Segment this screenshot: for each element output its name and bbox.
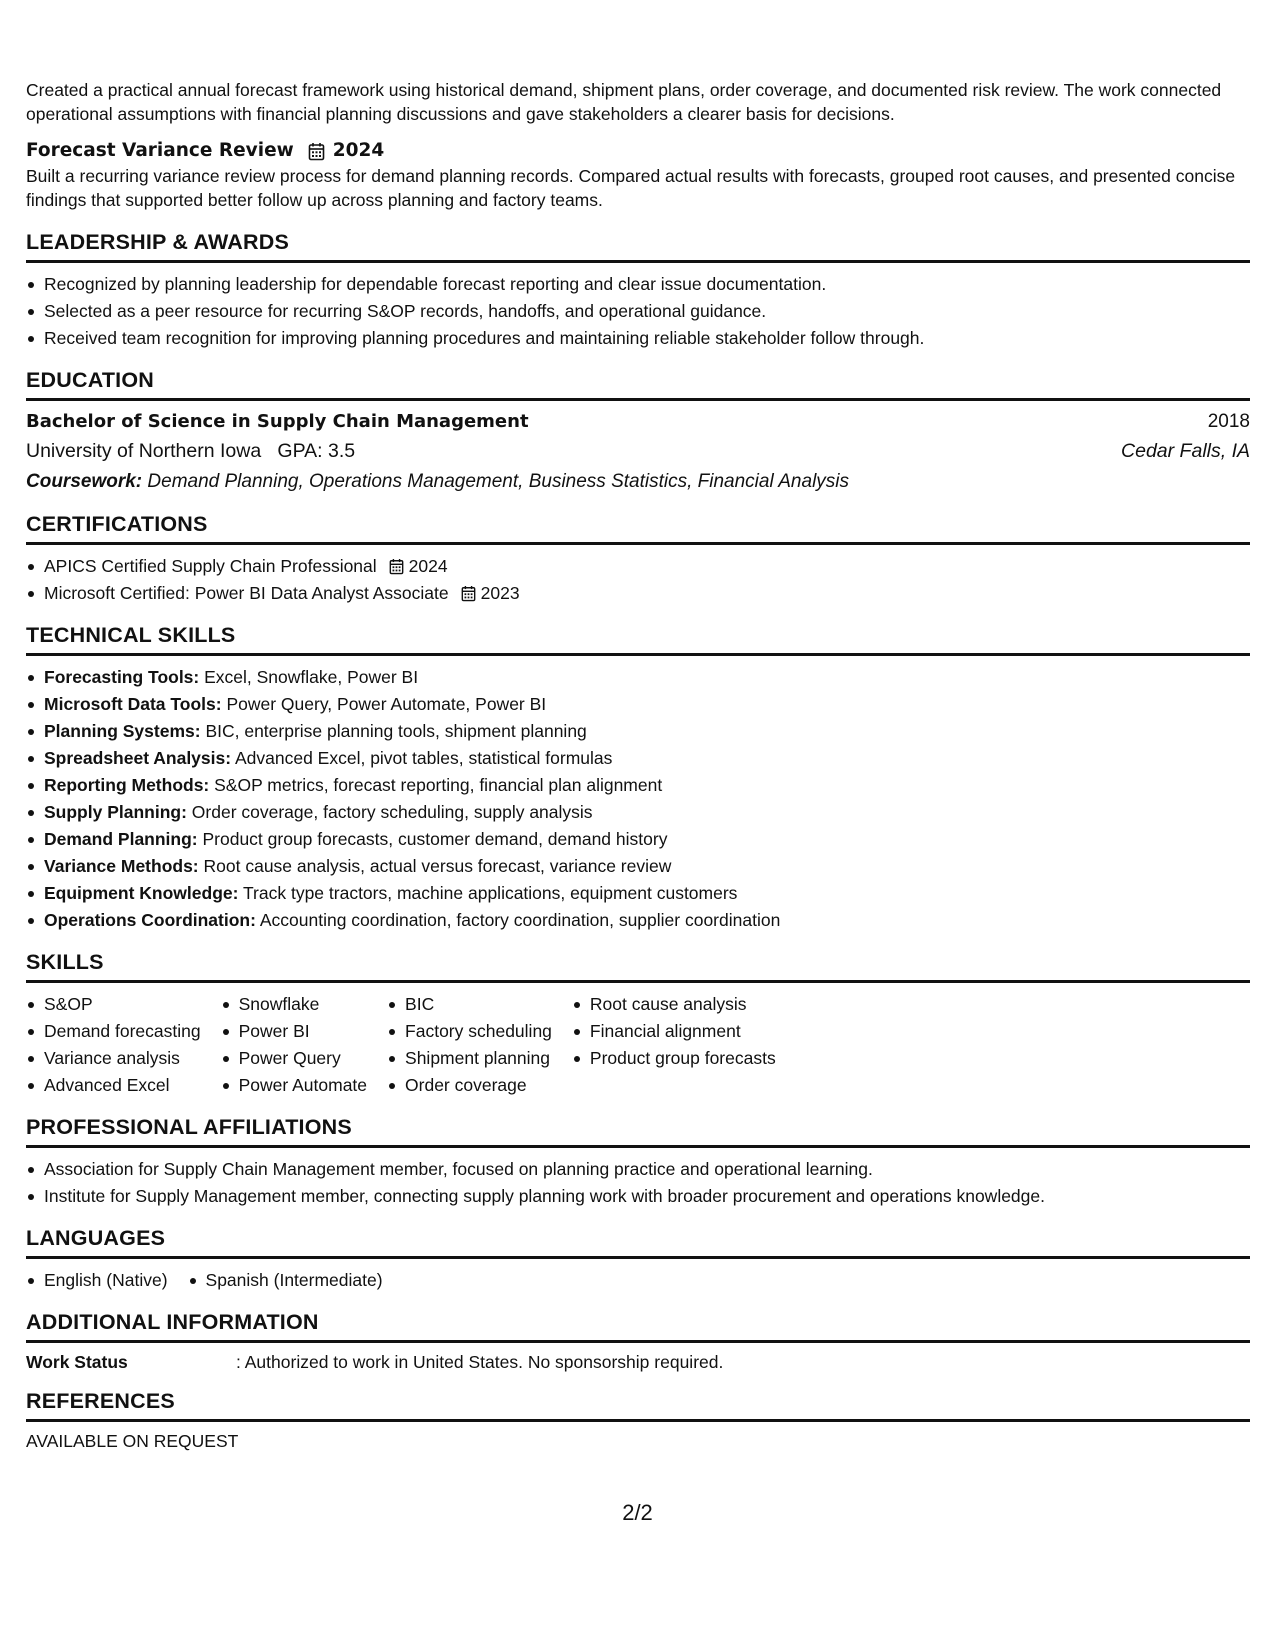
certification-name: Microsoft Certified: Power BI Data Analyst Associate xyxy=(44,583,449,603)
skill-category: Forecasting Tools: xyxy=(44,667,200,687)
work-status-label: Work Status xyxy=(26,1352,128,1372)
skills-grid xyxy=(26,991,1250,1099)
affiliations-list xyxy=(26,1156,1250,1210)
leadership-section xyxy=(26,230,1250,352)
skill-category: Supply Planning: xyxy=(44,802,187,822)
languages-section xyxy=(26,1226,1250,1294)
section-heading: CERTIFICATIONS xyxy=(26,512,1250,545)
references-text: AVAILABLE ON REQUEST xyxy=(26,1431,239,1451)
skill-category: Spreadsheet Analysis: xyxy=(44,748,232,768)
technical-skill-item xyxy=(26,691,1250,718)
section-heading: TECHNICAL SKILLS xyxy=(26,623,1250,656)
skill-item: Power Automate xyxy=(221,1072,367,1099)
list-item: English (Native) xyxy=(26,1267,168,1294)
technical-skills-list xyxy=(26,664,1250,934)
degree-title: Bachelor of Science in Supply Chain Management xyxy=(26,411,529,432)
leadership-list xyxy=(26,271,1250,352)
skill-item: Root cause analysis xyxy=(572,991,776,1018)
skill-item: Product group forecasts xyxy=(572,1045,776,1072)
skill-item: Order coverage xyxy=(387,1072,552,1099)
page-number: 2/2 xyxy=(622,1500,653,1525)
resume-page xyxy=(26,78,1250,1454)
technical-skill-item xyxy=(26,745,1250,772)
technical-skills-section xyxy=(26,623,1250,934)
calendar-icon xyxy=(461,585,476,602)
section-heading: PROFESSIONAL AFFILIATIONS xyxy=(26,1115,1250,1148)
skill-item: Advanced Excel xyxy=(26,1072,201,1099)
skills-section xyxy=(26,950,1250,1099)
skill-values: Track type tractors, machine applications, equipment customers xyxy=(238,883,738,903)
skill-item: Factory scheduling xyxy=(387,1018,552,1045)
affiliations-section xyxy=(26,1115,1250,1210)
skill-item: Power Query xyxy=(221,1045,367,1072)
technical-skill-item xyxy=(26,772,1250,799)
list-item: Recognized by planning leadership for dependable forecast reporting and clear issue documentation. xyxy=(26,271,1250,298)
skill-category: Demand Planning: xyxy=(44,829,198,849)
skill-values: Power Query, Power Automate, Power BI xyxy=(221,694,547,714)
coursework-label: Coursework: xyxy=(26,471,143,492)
skill-category: Equipment Knowledge: xyxy=(44,883,239,903)
coursework-list: Demand Planning, Operations Management, Business Statistics, Financial Analysis xyxy=(142,471,850,492)
skill-item: Shipment planning xyxy=(387,1045,552,1072)
education-section xyxy=(26,368,1250,498)
skill-values: Root cause analysis, actual versus forecast, variance review xyxy=(198,856,672,876)
section-heading: ADDITIONAL INFORMATION xyxy=(26,1310,1250,1343)
list-item: Selected as a peer resource for recurring S&OP records, handoffs, and operational guidance. xyxy=(26,298,1250,325)
school-location: Cedar Falls, IA xyxy=(1121,440,1250,462)
skill-item: Variance analysis xyxy=(26,1045,201,1072)
skill-values: Accounting coordination, factory coordination, supplier coordination xyxy=(255,910,781,930)
languages-list xyxy=(26,1267,1250,1294)
certification-year: 2023 xyxy=(480,583,520,603)
list-item: Institute for Supply Management member, connecting supply planning work with broader procurement and operations knowledge. xyxy=(26,1183,1250,1210)
section-heading: EDUCATION xyxy=(26,368,1250,401)
skills-column xyxy=(572,991,776,1099)
list-item: Spanish (Intermediate) xyxy=(188,1267,383,1294)
intro-paragraph: Created a practical annual forecast framework using historical demand, shipment plans, order coverage, and documented risk review. The work connected operational assumptions with financial planning discussions and gave stakeholders a clearer basis for decisions. xyxy=(26,80,1222,124)
skill-values: Advanced Excel, pivot tables, statistical formulas xyxy=(231,748,613,768)
technical-skill-item xyxy=(26,907,1250,934)
skill-category: Operations Coordination: xyxy=(44,910,256,930)
list-item: Association for Supply Chain Management member, focused on planning practice and operational learning. xyxy=(26,1156,1250,1183)
skills-column xyxy=(26,991,201,1099)
skill-category: Reporting Methods: xyxy=(44,775,210,795)
skills-column xyxy=(221,991,367,1099)
technical-skill-item xyxy=(26,853,1250,880)
skill-category: Microsoft Data Tools: xyxy=(44,694,222,714)
coursework xyxy=(26,466,1250,498)
skill-values: S&OP metrics, forecast reporting, financial plan alignment xyxy=(209,775,663,795)
skill-item: Power BI xyxy=(221,1018,367,1045)
project-description: Built a recurring variance review process for demand planning records. Compared actual results with forecasts, grouped root causes, and presented concise findings that supported better follow up across planning and factory teams. xyxy=(26,166,1236,210)
skill-values: Order coverage, factory scheduling, supply analysis xyxy=(186,802,593,822)
certification-item xyxy=(26,580,1250,607)
section-heading: LEADERSHIP & AWARDS xyxy=(26,230,1250,263)
skill-item: S&OP xyxy=(26,991,201,1018)
work-status-row xyxy=(26,1349,1250,1375)
skill-values: Product group forecasts, customer demand, demand history xyxy=(197,829,668,849)
calendar-icon xyxy=(308,142,325,161)
technical-skill-item xyxy=(26,718,1250,745)
certification-item xyxy=(26,553,1250,580)
skill-item: Financial alignment xyxy=(572,1018,776,1045)
section-heading: LANGUAGES xyxy=(26,1226,1250,1259)
certification-year: 2024 xyxy=(408,556,448,576)
list-item: Received team recognition for improving planning procedures and maintaining reliable stakeholder follow through. xyxy=(26,325,1250,352)
certification-name: APICS Certified Supply Chain Professional xyxy=(44,556,377,576)
section-heading: SKILLS xyxy=(26,950,1250,983)
references-section xyxy=(26,1389,1250,1454)
section-heading: REFERENCES xyxy=(26,1389,1250,1422)
technical-skill-item xyxy=(26,880,1250,907)
project-year: 2024 xyxy=(332,140,385,161)
education-year: 2018 xyxy=(1207,411,1250,432)
technical-skill-item xyxy=(26,664,1250,691)
certifications-list xyxy=(26,553,1250,607)
skill-item: Snowflake xyxy=(221,991,367,1018)
school-name: University of Northern Iowa GPA: 3.5 xyxy=(26,440,356,462)
additional-info-section xyxy=(26,1310,1250,1375)
project-title: Forecast Variance Review xyxy=(26,140,294,161)
certifications-section xyxy=(26,512,1250,607)
skill-category: Variance Methods: xyxy=(44,856,199,876)
calendar-icon xyxy=(389,558,404,575)
skill-item: BIC xyxy=(387,991,552,1018)
skill-item: Demand forecasting xyxy=(26,1018,201,1045)
skills-column xyxy=(387,991,552,1099)
skill-values: Excel, Snowflake, Power BI xyxy=(199,667,419,687)
project-title-row xyxy=(26,138,1250,164)
technical-skill-item xyxy=(26,799,1250,826)
work-status-value: : Authorized to work in United States. No sponsorship required. xyxy=(236,1352,724,1372)
skill-values: BIC, enterprise planning tools, shipment planning xyxy=(200,721,587,741)
skill-category: Planning Systems: xyxy=(44,721,201,741)
technical-skill-item xyxy=(26,826,1250,853)
